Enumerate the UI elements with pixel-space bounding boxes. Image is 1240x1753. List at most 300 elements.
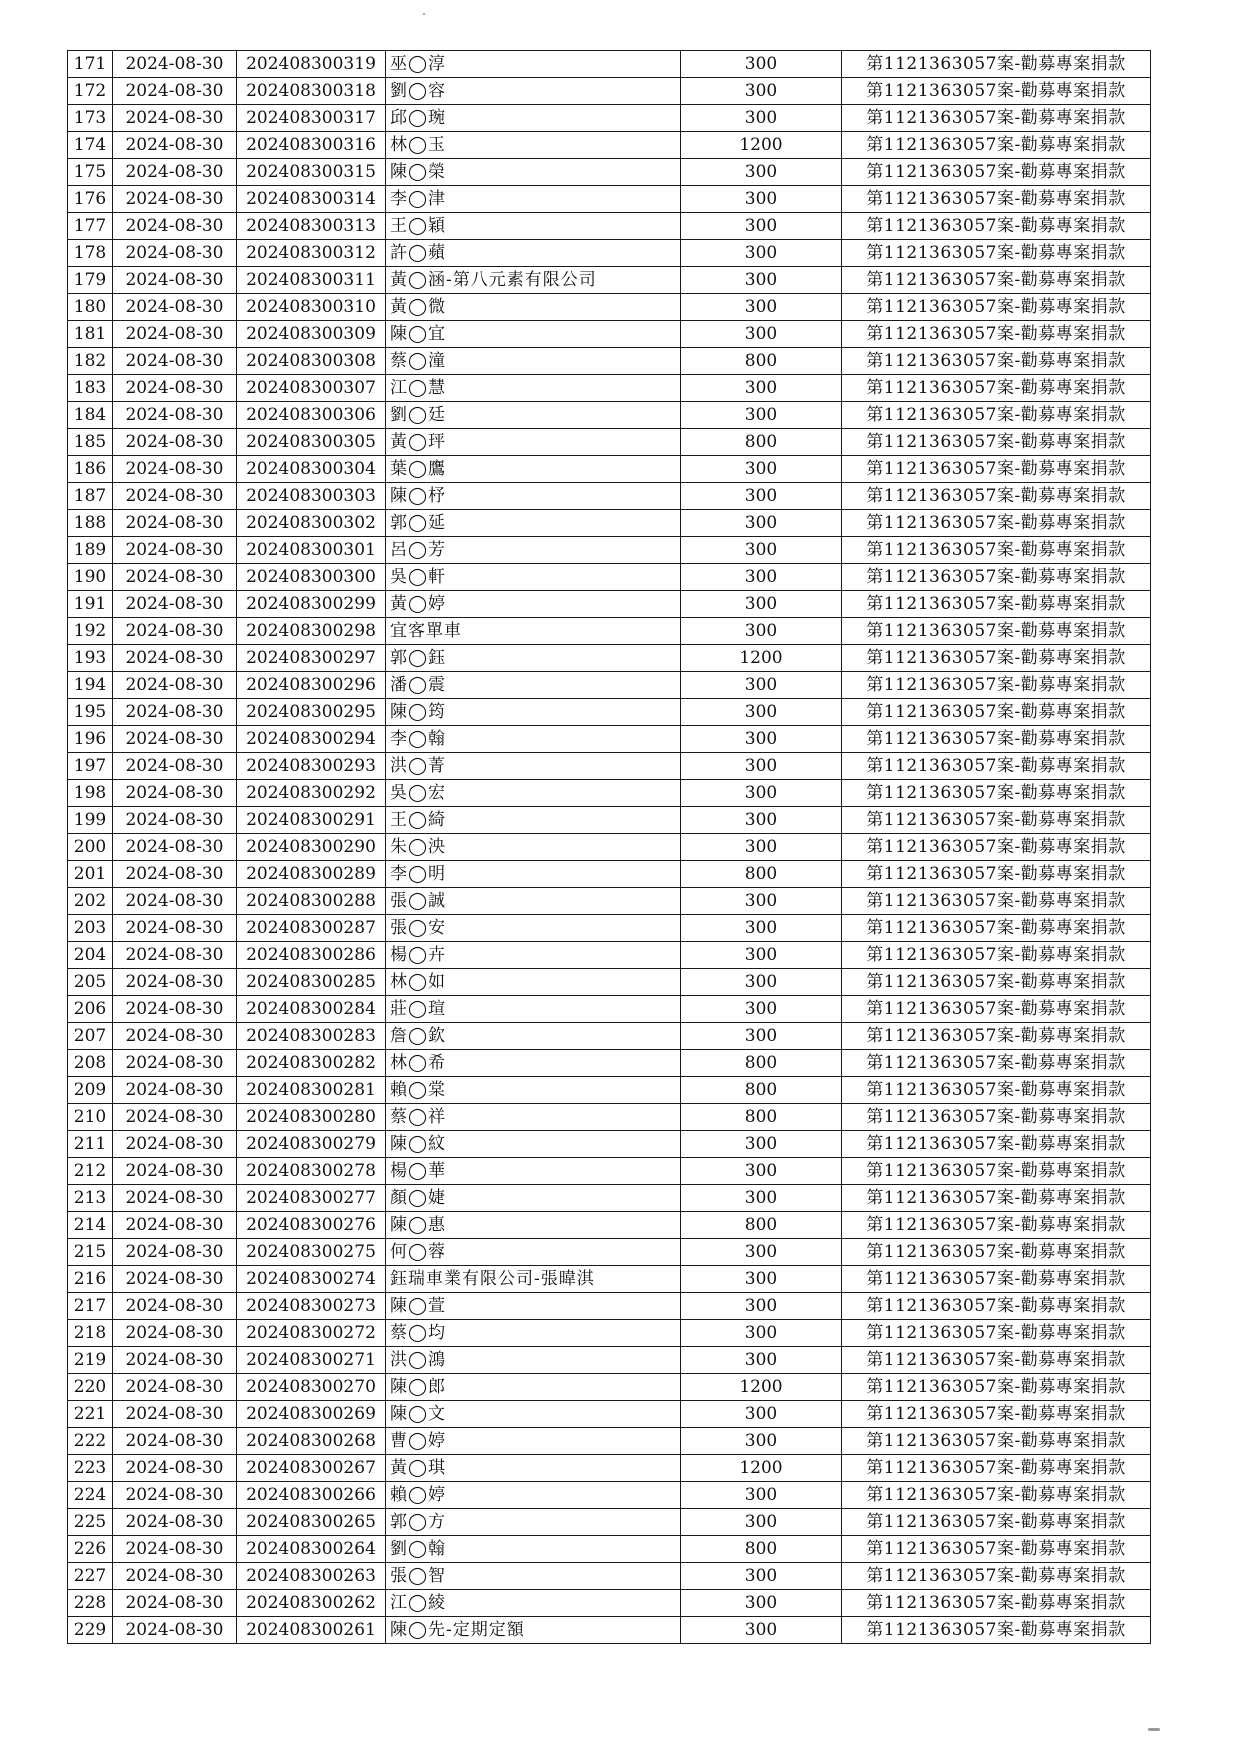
row-number: 197 xyxy=(68,753,113,780)
donation-purpose: 第1121363057案-勸募專案捐款 xyxy=(842,780,1151,807)
donation-date: 2024-08-30 xyxy=(113,1212,237,1239)
receipt-number: 202408300296 xyxy=(237,672,386,699)
donation-date: 2024-08-30 xyxy=(113,996,237,1023)
donation-purpose: 第1121363057案-勸募專案捐款 xyxy=(842,51,1151,78)
receipt-number: 202408300307 xyxy=(237,375,386,402)
receipt-number: 202408300280 xyxy=(237,1104,386,1131)
donor-name: 陳◯文 xyxy=(386,1401,681,1428)
receipt-number: 202408300289 xyxy=(237,861,386,888)
donation-amount: 300 xyxy=(681,105,842,132)
table-row xyxy=(68,996,1151,1023)
donation-amount: 800 xyxy=(681,1104,842,1131)
donation-date: 2024-08-30 xyxy=(113,861,237,888)
donation-purpose: 第1121363057案-勸募專案捐款 xyxy=(842,1050,1151,1077)
table-row xyxy=(68,753,1151,780)
donor-name: 陳◯萱 xyxy=(386,1293,681,1320)
donor-name: 巫◯淳 xyxy=(386,51,681,78)
receipt-number: 202408300298 xyxy=(237,618,386,645)
donor-name: 黃◯婷 xyxy=(386,591,681,618)
donation-date: 2024-08-30 xyxy=(113,807,237,834)
receipt-number: 202408300294 xyxy=(237,726,386,753)
donation-amount: 300 xyxy=(681,1131,842,1158)
table-row xyxy=(68,861,1151,888)
donor-name: 郭◯鈺 xyxy=(386,645,681,672)
receipt-number: 202408300303 xyxy=(237,483,386,510)
table-row xyxy=(68,1455,1151,1482)
donation-amount: 300 xyxy=(681,726,842,753)
row-number: 192 xyxy=(68,618,113,645)
donor-name: 潘◯震 xyxy=(386,672,681,699)
donor-name: 莊◯瑄 xyxy=(386,996,681,1023)
row-number: 181 xyxy=(68,321,113,348)
donation-purpose: 第1121363057案-勸募專案捐款 xyxy=(842,1428,1151,1455)
table-row xyxy=(68,159,1151,186)
row-number: 179 xyxy=(68,267,113,294)
donation-purpose: 第1121363057案-勸募專案捐款 xyxy=(842,429,1151,456)
donation-date: 2024-08-30 xyxy=(113,564,237,591)
row-number: 212 xyxy=(68,1158,113,1185)
donation-purpose: 第1121363057案-勸募專案捐款 xyxy=(842,1617,1151,1644)
donation-date: 2024-08-30 xyxy=(113,1077,237,1104)
donation-amount: 300 xyxy=(681,780,842,807)
donation-amount: 1200 xyxy=(681,645,842,672)
row-number: 220 xyxy=(68,1374,113,1401)
donation-date: 2024-08-30 xyxy=(113,1185,237,1212)
donation-amount: 300 xyxy=(681,1347,842,1374)
receipt-number: 202408300264 xyxy=(237,1536,386,1563)
table-row xyxy=(68,402,1151,429)
donor-name: 洪◯鴻 xyxy=(386,1347,681,1374)
donor-name: 葉◯鷹 xyxy=(386,456,681,483)
donation-purpose: 第1121363057案-勸募專案捐款 xyxy=(842,1104,1151,1131)
row-number: 191 xyxy=(68,591,113,618)
donation-amount: 300 xyxy=(681,1509,842,1536)
donation-amount: 300 xyxy=(681,456,842,483)
table-row xyxy=(68,429,1151,456)
row-number: 226 xyxy=(68,1536,113,1563)
donation-date: 2024-08-30 xyxy=(113,1023,237,1050)
donation-date: 2024-08-30 xyxy=(113,1482,237,1509)
donation-date: 2024-08-30 xyxy=(113,240,237,267)
table-row xyxy=(68,834,1151,861)
receipt-number: 202408300277 xyxy=(237,1185,386,1212)
donation-purpose: 第1121363057案-勸募專案捐款 xyxy=(842,1077,1151,1104)
donation-date: 2024-08-30 xyxy=(113,969,237,996)
donation-purpose: 第1121363057案-勸募專案捐款 xyxy=(842,726,1151,753)
donor-name: 陳◯惠 xyxy=(386,1212,681,1239)
donor-name: 許◯蘋 xyxy=(386,240,681,267)
donation-purpose: 第1121363057案-勸募專案捐款 xyxy=(842,483,1151,510)
row-number: 228 xyxy=(68,1590,113,1617)
receipt-number: 202408300273 xyxy=(237,1293,386,1320)
donation-amount: 300 xyxy=(681,186,842,213)
row-number: 175 xyxy=(68,159,113,186)
donation-purpose: 第1121363057案-勸募專案捐款 xyxy=(842,807,1151,834)
row-number: 211 xyxy=(68,1131,113,1158)
donation-purpose: 第1121363057案-勸募專案捐款 xyxy=(842,159,1151,186)
donor-name: 李◯明 xyxy=(386,861,681,888)
donor-name: 張◯安 xyxy=(386,915,681,942)
table-row xyxy=(68,321,1151,348)
donation-amount: 300 xyxy=(681,672,842,699)
donation-date: 2024-08-30 xyxy=(113,888,237,915)
donor-name: 洪◯菁 xyxy=(386,753,681,780)
donation-amount: 300 xyxy=(681,834,842,861)
row-number: 201 xyxy=(68,861,113,888)
donation-table xyxy=(67,50,1151,1644)
receipt-number: 202408300292 xyxy=(237,780,386,807)
receipt-number: 202408300297 xyxy=(237,645,386,672)
donation-date: 2024-08-30 xyxy=(113,1590,237,1617)
donor-name: 蔡◯祥 xyxy=(386,1104,681,1131)
row-number: 182 xyxy=(68,348,113,375)
receipt-number: 202408300288 xyxy=(237,888,386,915)
donation-amount: 300 xyxy=(681,1563,842,1590)
donation-date: 2024-08-30 xyxy=(113,1509,237,1536)
table-row xyxy=(68,213,1151,240)
receipt-number: 202408300274 xyxy=(237,1266,386,1293)
donation-purpose: 第1121363057案-勸募專案捐款 xyxy=(842,753,1151,780)
donation-purpose: 第1121363057案-勸募專案捐款 xyxy=(842,618,1151,645)
donation-date: 2024-08-30 xyxy=(113,78,237,105)
table-row xyxy=(68,1239,1151,1266)
donation-date: 2024-08-30 xyxy=(113,1536,237,1563)
donor-name: 黃◯微 xyxy=(386,294,681,321)
row-number: 183 xyxy=(68,375,113,402)
donation-amount: 300 xyxy=(681,375,842,402)
row-number: 210 xyxy=(68,1104,113,1131)
receipt-number: 202408300312 xyxy=(237,240,386,267)
donation-date: 2024-08-30 xyxy=(113,1158,237,1185)
table-row xyxy=(68,105,1151,132)
receipt-number: 202408300268 xyxy=(237,1428,386,1455)
donor-name: 鈺瑞車業有限公司-張暐淇 xyxy=(386,1266,681,1293)
donation-purpose: 第1121363057案-勸募專案捐款 xyxy=(842,267,1151,294)
table-row xyxy=(68,1509,1151,1536)
table-row xyxy=(68,1374,1151,1401)
donor-name: 蔡◯均 xyxy=(386,1320,681,1347)
table-row xyxy=(68,564,1151,591)
receipt-number: 202408300301 xyxy=(237,537,386,564)
row-number: 218 xyxy=(68,1320,113,1347)
row-number: 227 xyxy=(68,1563,113,1590)
donation-amount: 300 xyxy=(681,1023,842,1050)
donation-amount: 300 xyxy=(681,1617,842,1644)
row-number: 207 xyxy=(68,1023,113,1050)
donation-date: 2024-08-30 xyxy=(113,1131,237,1158)
donor-name: 江◯綾 xyxy=(386,1590,681,1617)
receipt-number: 202408300270 xyxy=(237,1374,386,1401)
donor-name: 李◯翰 xyxy=(386,726,681,753)
row-number: 189 xyxy=(68,537,113,564)
donation-amount: 300 xyxy=(681,753,842,780)
receipt-number: 202408300318 xyxy=(237,78,386,105)
donation-amount: 300 xyxy=(681,915,842,942)
donation-date: 2024-08-30 xyxy=(113,186,237,213)
receipt-number: 202408300302 xyxy=(237,510,386,537)
row-number: 221 xyxy=(68,1401,113,1428)
table-row xyxy=(68,1212,1151,1239)
table-row xyxy=(68,1401,1151,1428)
table-row xyxy=(68,1482,1151,1509)
donation-amount: 1200 xyxy=(681,1374,842,1401)
donation-amount: 300 xyxy=(681,888,842,915)
receipt-number: 202408300290 xyxy=(237,834,386,861)
row-number: 213 xyxy=(68,1185,113,1212)
receipt-number: 202408300263 xyxy=(237,1563,386,1590)
donation-amount: 800 xyxy=(681,1077,842,1104)
donation-purpose: 第1121363057案-勸募專案捐款 xyxy=(842,996,1151,1023)
row-number: 200 xyxy=(68,834,113,861)
receipt-number: 202408300275 xyxy=(237,1239,386,1266)
donor-name: 吳◯宏 xyxy=(386,780,681,807)
table-row xyxy=(68,348,1151,375)
row-number: 217 xyxy=(68,1293,113,1320)
receipt-number: 202408300265 xyxy=(237,1509,386,1536)
row-number: 184 xyxy=(68,402,113,429)
row-number: 198 xyxy=(68,780,113,807)
donation-amount: 300 xyxy=(681,1320,842,1347)
donor-name: 郭◯延 xyxy=(386,510,681,537)
donation-purpose: 第1121363057案-勸募專案捐款 xyxy=(842,888,1151,915)
donation-purpose: 第1121363057案-勸募專案捐款 xyxy=(842,1212,1151,1239)
donation-date: 2024-08-30 xyxy=(113,267,237,294)
receipt-number: 202408300295 xyxy=(237,699,386,726)
donor-name: 黃◯琪 xyxy=(386,1455,681,1482)
donor-name: 陳◯先-定期定額 xyxy=(386,1617,681,1644)
receipt-number: 202408300278 xyxy=(237,1158,386,1185)
donor-name: 江◯慧 xyxy=(386,375,681,402)
donation-purpose: 第1121363057案-勸募專案捐款 xyxy=(842,1374,1151,1401)
donation-purpose: 第1121363057案-勸募專案捐款 xyxy=(842,861,1151,888)
table-row xyxy=(68,537,1151,564)
donation-purpose: 第1121363057案-勸募專案捐款 xyxy=(842,591,1151,618)
donor-name: 吳◯軒 xyxy=(386,564,681,591)
table-row xyxy=(68,1050,1151,1077)
donation-purpose: 第1121363057案-勸募專案捐款 xyxy=(842,537,1151,564)
donation-date: 2024-08-30 xyxy=(113,1455,237,1482)
receipt-number: 202408300308 xyxy=(237,348,386,375)
table-row xyxy=(68,510,1151,537)
donation-date: 2024-08-30 xyxy=(113,1347,237,1374)
row-number: 225 xyxy=(68,1509,113,1536)
table-row xyxy=(68,1590,1151,1617)
donor-name: 蔡◯潼 xyxy=(386,348,681,375)
table-row xyxy=(68,645,1151,672)
donation-amount: 800 xyxy=(681,861,842,888)
donation-purpose: 第1121363057案-勸募專案捐款 xyxy=(842,78,1151,105)
donor-name: 賴◯棠 xyxy=(386,1077,681,1104)
table-row xyxy=(68,1563,1151,1590)
donation-date: 2024-08-30 xyxy=(113,294,237,321)
table-row xyxy=(68,1536,1151,1563)
donation-amount: 300 xyxy=(681,969,842,996)
donation-date: 2024-08-30 xyxy=(113,1050,237,1077)
receipt-number: 202408300319 xyxy=(237,51,386,78)
table-row xyxy=(68,915,1151,942)
donation-date: 2024-08-30 xyxy=(113,618,237,645)
row-number: 196 xyxy=(68,726,113,753)
donation-purpose: 第1121363057案-勸募專案捐款 xyxy=(842,969,1151,996)
donation-amount: 300 xyxy=(681,51,842,78)
row-number: 216 xyxy=(68,1266,113,1293)
donation-purpose: 第1121363057案-勸募專案捐款 xyxy=(842,1185,1151,1212)
donor-name: 林◯如 xyxy=(386,969,681,996)
donation-date: 2024-08-30 xyxy=(113,645,237,672)
donation-date: 2024-08-30 xyxy=(113,1563,237,1590)
receipt-number: 202408300282 xyxy=(237,1050,386,1077)
donation-amount: 300 xyxy=(681,1590,842,1617)
donation-purpose: 第1121363057案-勸募專案捐款 xyxy=(842,1563,1151,1590)
donation-table-body xyxy=(68,51,1151,1644)
donation-amount: 800 xyxy=(681,1050,842,1077)
table-row xyxy=(68,186,1151,213)
table-row xyxy=(68,780,1151,807)
row-number: 209 xyxy=(68,1077,113,1104)
donation-amount: 300 xyxy=(681,942,842,969)
table-row xyxy=(68,1428,1151,1455)
donation-amount: 800 xyxy=(681,348,842,375)
receipt-number: 202408300317 xyxy=(237,105,386,132)
row-number: 185 xyxy=(68,429,113,456)
receipt-number: 202408300276 xyxy=(237,1212,386,1239)
table-row xyxy=(68,267,1151,294)
donation-purpose: 第1121363057案-勸募專案捐款 xyxy=(842,213,1151,240)
donor-name: 朱◯泱 xyxy=(386,834,681,861)
table-row xyxy=(68,456,1151,483)
donation-amount: 300 xyxy=(681,78,842,105)
receipt-number: 202408300293 xyxy=(237,753,386,780)
donation-purpose: 第1121363057案-勸募專案捐款 xyxy=(842,240,1151,267)
donation-purpose: 第1121363057案-勸募專案捐款 xyxy=(842,1590,1151,1617)
receipt-number: 202408300261 xyxy=(237,1617,386,1644)
donation-date: 2024-08-30 xyxy=(113,1320,237,1347)
donation-amount: 300 xyxy=(681,807,842,834)
donation-date: 2024-08-30 xyxy=(113,483,237,510)
donation-amount: 300 xyxy=(681,1266,842,1293)
donation-purpose: 第1121363057案-勸募專案捐款 xyxy=(842,294,1151,321)
receipt-number: 202408300313 xyxy=(237,213,386,240)
receipt-number: 202408300310 xyxy=(237,294,386,321)
donation-amount: 300 xyxy=(681,510,842,537)
donor-name: 賴◯婷 xyxy=(386,1482,681,1509)
row-number: 178 xyxy=(68,240,113,267)
donation-date: 2024-08-30 xyxy=(113,591,237,618)
donation-amount: 300 xyxy=(681,591,842,618)
table-row xyxy=(68,942,1151,969)
donation-purpose: 第1121363057案-勸募專案捐款 xyxy=(842,645,1151,672)
donation-amount: 1200 xyxy=(681,1455,842,1482)
row-number: 223 xyxy=(68,1455,113,1482)
donation-date: 2024-08-30 xyxy=(113,159,237,186)
table-row xyxy=(68,1077,1151,1104)
donor-name: 陳◯筠 xyxy=(386,699,681,726)
row-number: 171 xyxy=(68,51,113,78)
receipt-number: 202408300311 xyxy=(237,267,386,294)
donor-name: 張◯智 xyxy=(386,1563,681,1590)
table-row xyxy=(68,1023,1151,1050)
donor-name: 楊◯卉 xyxy=(386,942,681,969)
receipt-number: 202408300284 xyxy=(237,996,386,1023)
donation-purpose: 第1121363057案-勸募專案捐款 xyxy=(842,510,1151,537)
donation-date: 2024-08-30 xyxy=(113,429,237,456)
donor-name: 黃◯玶 xyxy=(386,429,681,456)
donation-purpose: 第1121363057案-勸募專案捐款 xyxy=(842,942,1151,969)
donation-amount: 300 xyxy=(681,1293,842,1320)
receipt-number: 202408300281 xyxy=(237,1077,386,1104)
donor-name: 林◯希 xyxy=(386,1050,681,1077)
donation-ledger-sheet xyxy=(67,50,1150,1644)
donation-purpose: 第1121363057案-勸募專案捐款 xyxy=(842,915,1151,942)
donation-purpose: 第1121363057案-勸募專案捐款 xyxy=(842,1509,1151,1536)
donation-purpose: 第1121363057案-勸募專案捐款 xyxy=(842,1455,1151,1482)
donor-name: 劉◯容 xyxy=(386,78,681,105)
donation-purpose: 第1121363057案-勸募專案捐款 xyxy=(842,1482,1151,1509)
receipt-number: 202408300279 xyxy=(237,1131,386,1158)
donation-amount: 300 xyxy=(681,564,842,591)
donation-purpose: 第1121363057案-勸募專案捐款 xyxy=(842,1158,1151,1185)
row-number: 195 xyxy=(68,699,113,726)
donation-purpose: 第1121363057案-勸募專案捐款 xyxy=(842,402,1151,429)
donor-name: 陳◯郎 xyxy=(386,1374,681,1401)
table-row xyxy=(68,132,1151,159)
donation-purpose: 第1121363057案-勸募專案捐款 xyxy=(842,132,1151,159)
row-number: 224 xyxy=(68,1482,113,1509)
table-row xyxy=(68,699,1151,726)
row-number: 214 xyxy=(68,1212,113,1239)
donation-purpose: 第1121363057案-勸募專案捐款 xyxy=(842,834,1151,861)
donation-purpose: 第1121363057案-勸募專案捐款 xyxy=(842,1266,1151,1293)
donation-date: 2024-08-30 xyxy=(113,375,237,402)
donor-name: 曹◯婷 xyxy=(386,1428,681,1455)
row-number: 194 xyxy=(68,672,113,699)
donation-amount: 300 xyxy=(681,1428,842,1455)
receipt-number: 202408300272 xyxy=(237,1320,386,1347)
scan-mark xyxy=(1148,1728,1160,1731)
donation-amount: 800 xyxy=(681,1536,842,1563)
donation-date: 2024-08-30 xyxy=(113,1293,237,1320)
donation-purpose: 第1121363057案-勸募專案捐款 xyxy=(842,564,1151,591)
donor-name: 楊◯華 xyxy=(386,1158,681,1185)
table-row xyxy=(68,294,1151,321)
table-row xyxy=(68,1617,1151,1644)
donation-amount: 300 xyxy=(681,1239,842,1266)
row-number: 186 xyxy=(68,456,113,483)
row-number: 172 xyxy=(68,78,113,105)
donation-amount: 300 xyxy=(681,267,842,294)
donation-date: 2024-08-30 xyxy=(113,915,237,942)
donation-purpose: 第1121363057案-勸募專案捐款 xyxy=(842,1239,1151,1266)
donation-amount: 300 xyxy=(681,240,842,267)
table-row xyxy=(68,483,1151,510)
donation-amount: 300 xyxy=(681,321,842,348)
row-number: 173 xyxy=(68,105,113,132)
donation-amount: 300 xyxy=(681,1185,842,1212)
receipt-number: 202408300305 xyxy=(237,429,386,456)
donation-date: 2024-08-30 xyxy=(113,510,237,537)
donation-date: 2024-08-30 xyxy=(113,780,237,807)
donor-name: 陳◯紋 xyxy=(386,1131,681,1158)
row-number: 199 xyxy=(68,807,113,834)
table-row xyxy=(68,1104,1151,1131)
donor-name: 陳◯宜 xyxy=(386,321,681,348)
row-number: 193 xyxy=(68,645,113,672)
donation-amount: 300 xyxy=(681,996,842,1023)
table-row xyxy=(68,726,1151,753)
row-number: 208 xyxy=(68,1050,113,1077)
donor-name: 劉◯翰 xyxy=(386,1536,681,1563)
donation-date: 2024-08-30 xyxy=(113,132,237,159)
